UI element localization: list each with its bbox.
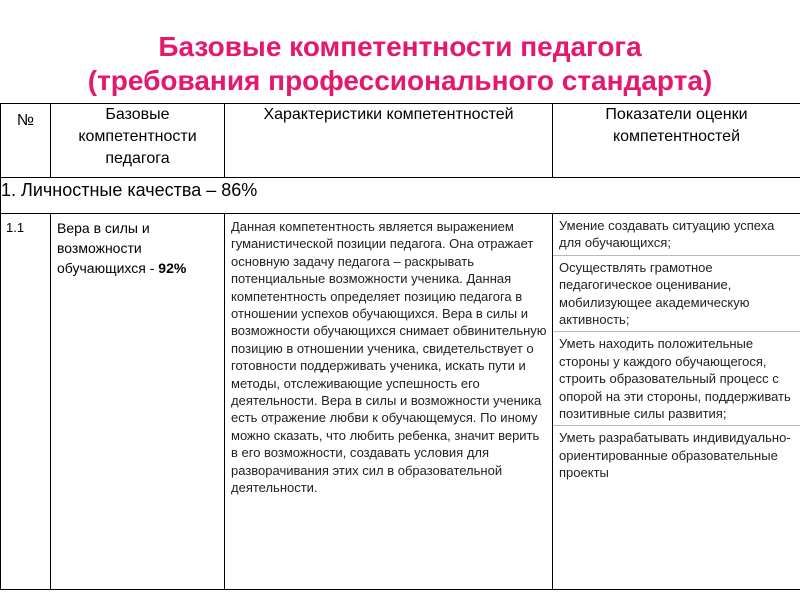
- section-title: 1. Личностные качества – 86%: [1, 178, 800, 214]
- page-title: [0, 30, 800, 98]
- row-indicators: [553, 214, 800, 590]
- competence-percent: 92%: [158, 260, 187, 276]
- competence-table: [0, 103, 800, 590]
- title-line-2: (требования профессионального стандарта): [87, 65, 713, 96]
- row-competence: [51, 214, 225, 590]
- table-header-row: [1, 104, 800, 178]
- table-row: [1, 214, 800, 590]
- section-row: [1, 178, 800, 214]
- header-indicators: Показатели оценки компетентностей: [553, 104, 800, 178]
- indicator-item: Уметь разрабатывать индивидуально-ориентированные образовательные проекты: [559, 430, 791, 481]
- header-num: №: [1, 104, 51, 178]
- indicator-item: Уметь находить положительные стороны у каждого обучающегося, строить образовательный процесс с опорой на эти стороны, поддерживать позитивные силы развития;: [553, 332, 800, 426]
- row-num: 1.1: [1, 214, 51, 590]
- header-characteristics: Характеристики компетентностей: [225, 104, 553, 178]
- indicator-item: Осуществлять грамотное педагогическое оценивание, мобилизующее академическую активность;: [553, 256, 800, 333]
- row-characteristics: Данная компетентность является выражением гуманистической позиции педагога. Она отражает основную задачу педагога – раскрывать потенциальные возможности ученика. Данная компетентность определяет позицию педагога в отношении успехов обучающихся. Вера в силы и возможности обучающихся снимает обвинительную позицию в отношении ученика, свидетельствует о готовности поддерживать ученика, искать пути и методы, отслеживающие успешность его деятельности. Вера в силы и возможности ученика есть отражение любви к обучающемуся. По иному можно сказать, что любить ребенка, значит верить в его возможности, создавать условия для разворачивания этих сил в образовательной деятельности.: [225, 214, 553, 590]
- header-competence: Базовые компетентности педагога: [51, 104, 225, 178]
- title-line-1: Базовые компетентности педагога: [158, 31, 642, 62]
- indicator-item: Умение создавать ситуацию успеха для обучающихся;: [553, 214, 800, 256]
- competence-name: Вера в силы и возможности обучающихся -: [57, 220, 155, 276]
